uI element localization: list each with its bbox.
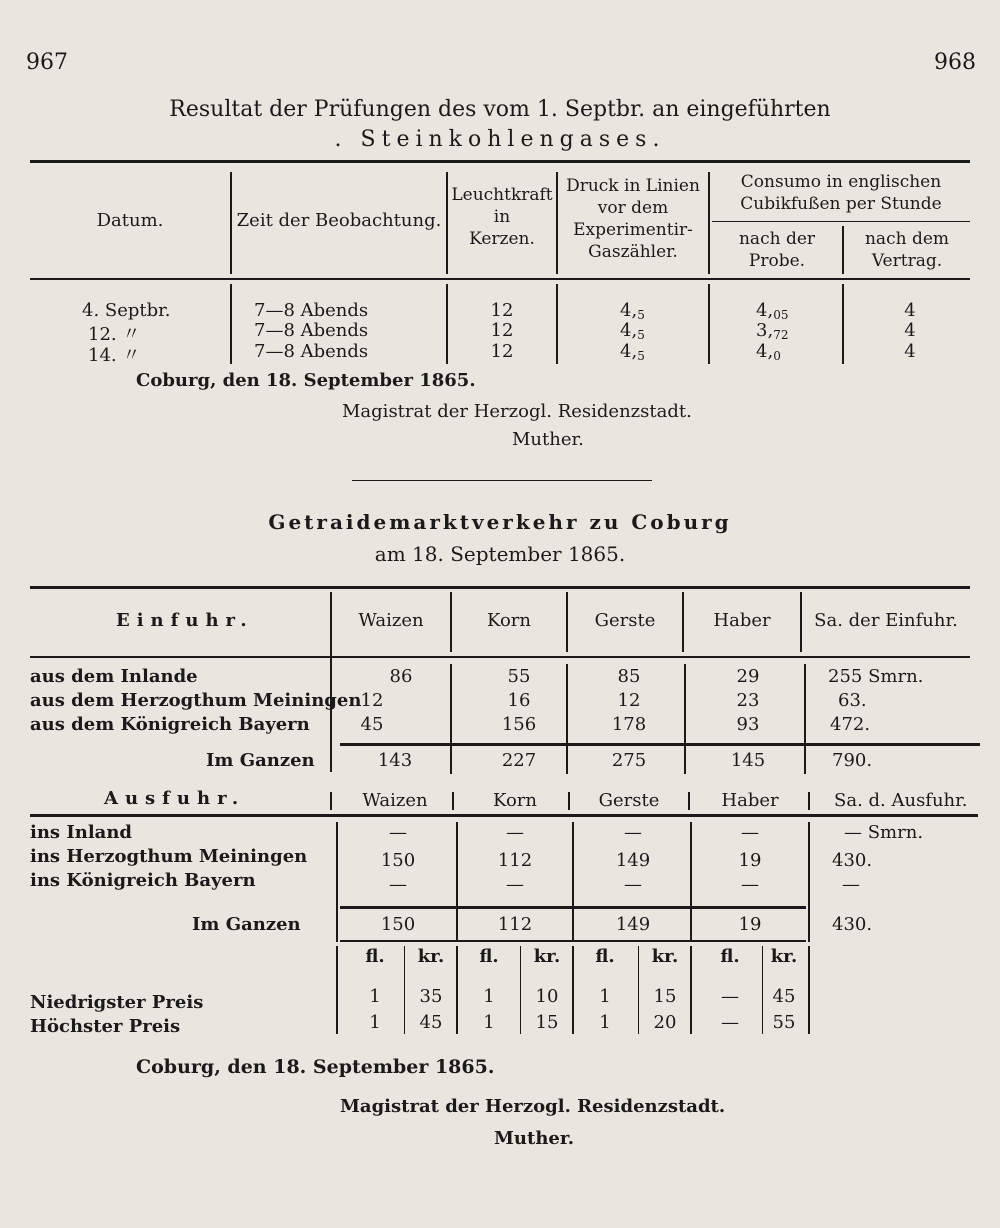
gas-row-probe: $4,_0$	[756, 341, 781, 363]
gas-row-datum: 14. 〃	[88, 345, 141, 366]
einfuhr-total-cell: 227	[501, 750, 537, 771]
price-unit-fl: fl.	[720, 946, 740, 967]
gas-table-header-rule	[30, 278, 970, 280]
grain-header-gerste: Gerste	[594, 610, 656, 631]
gas-col-divider	[842, 284, 844, 364]
sum-einfuhr-header: Sa. der Einfuhr.	[814, 610, 958, 631]
ausfuhr-cell: —	[624, 874, 642, 895]
grain-header-haber: Haber	[721, 790, 779, 811]
einfuhr-total-rule	[340, 743, 980, 746]
gas-place-date: Coburg, den 18. September 1865.	[136, 370, 476, 391]
market-col-divider	[808, 822, 810, 942]
price-unit-fl: fl.	[595, 946, 615, 967]
market-col-divider	[456, 946, 458, 1034]
gas-title: Resultat der Prüfungen des vom 1. Septbr. an eingeführten	[169, 97, 831, 122]
ausfuhr-header: Ausfuhr.	[104, 788, 246, 809]
price-cell: 1	[369, 986, 381, 1007]
header-zeit: Zeit der Beobachtung.	[236, 210, 442, 231]
gas-col-divider	[708, 284, 710, 364]
einfuhr-cell: 85	[617, 666, 641, 687]
ausfuhr-row-label: ins Königreich Bayern	[30, 870, 256, 891]
ausfuhr-total-cell: 112	[497, 914, 533, 935]
price-cell: 20	[653, 1012, 677, 1033]
market-col-divider	[690, 946, 692, 1034]
market-signature: Muther.	[494, 1128, 574, 1149]
price-unit-kr: kr.	[770, 946, 798, 967]
ausfuhr-cell: 150	[380, 850, 416, 871]
price-cell: 45	[772, 986, 796, 1007]
header-leuchtkraft: Leuchtkraft	[451, 185, 553, 205]
ausfuhr-total-rule	[340, 906, 806, 909]
einfuhr-total-sum: 790.	[832, 750, 873, 771]
einfuhr-sum: 63.	[838, 690, 867, 711]
gas-title-line2: . Steinkohlengases.	[334, 127, 666, 152]
sum-ausfuhr-header: Sa. d. Ausfuhr.	[834, 790, 968, 811]
gas-row-zeit: 7—8 Abends	[254, 300, 369, 321]
market-place-date: Coburg, den 18. September 1865.	[136, 1056, 495, 1078]
einfuhr-row-label: aus dem Königreich Bayern	[30, 714, 310, 735]
price-cell: 1	[483, 1012, 495, 1033]
einfuhr-cell: 86	[389, 666, 413, 687]
ausfuhr-cell: —	[506, 874, 524, 895]
header-probe: Probe.	[748, 251, 806, 271]
price-cell: 10	[535, 986, 559, 1007]
gas-row-probe: $3,_{72}$	[756, 320, 789, 342]
gas-row-leuchtkraft: 12	[490, 341, 514, 362]
price-cell: 1	[369, 1012, 381, 1033]
ausfuhr-total-sum: 430.	[832, 914, 873, 935]
market-col-divider	[688, 792, 690, 810]
market-col-divider	[336, 822, 338, 942]
gas-col-divider	[708, 172, 710, 274]
ausfuhr-header-rule	[30, 814, 978, 817]
gas-row-probe: $4,_{05}$	[756, 300, 789, 322]
header-datum: Datum.	[96, 210, 164, 231]
gas-row-zeit: 7—8 Abends	[254, 341, 369, 362]
ausfuhr-cell: —	[389, 822, 407, 843]
header-leuchtkraft: in	[493, 207, 511, 227]
price-row-label: Niedrigster Preis	[30, 992, 204, 1013]
price-cell: 45	[419, 1012, 443, 1033]
price-cell: 55	[772, 1012, 796, 1033]
price-cell: 15	[535, 1012, 559, 1033]
grain-header-haber: Haber	[713, 610, 771, 631]
ausfuhr-cell: 149	[615, 850, 651, 871]
grain-header-waizen: Waizen	[358, 610, 424, 631]
header-druck: Druck in Linien	[566, 176, 700, 196]
market-col-divider	[452, 792, 454, 810]
ausfuhr-row-label: ins Inland	[30, 822, 133, 843]
gas-row-druck: $4,_5$	[620, 300, 645, 322]
ausfuhr-sum: — Smrn.	[844, 822, 924, 843]
ausfuhr-total-cell: 149	[615, 914, 651, 935]
price-cell: 15	[653, 986, 677, 1007]
gas-signature: Muther.	[512, 429, 584, 450]
gas-row-druck: $4,_5$	[620, 320, 645, 342]
market-subtitle: am 18. September 1865.	[374, 542, 626, 566]
price-row-label: Höchster Preis	[30, 1016, 181, 1037]
market-header-rule	[30, 656, 970, 658]
market-col-divider	[572, 946, 574, 1034]
price-col-divider	[404, 946, 405, 1034]
einfuhr-total-cell: 143	[377, 750, 413, 771]
market-col-divider	[568, 792, 570, 810]
header-leuchtkraft: Kerzen.	[469, 229, 535, 249]
ausfuhr-cell: 112	[497, 850, 533, 871]
gas-row-vertrag: 4	[904, 300, 916, 321]
price-unit-kr: kr.	[533, 946, 561, 967]
header-consumo: Cubikfußen per Stunde	[740, 194, 942, 214]
header-druck: Experimentir-	[573, 220, 693, 240]
ausfuhr-im-ganzen: Im Ganzen	[192, 914, 301, 935]
header-consumo: Consumo in englischen	[740, 172, 942, 192]
price-cell: 1	[599, 1012, 611, 1033]
ausfuhr-total-cell: 150	[380, 914, 416, 935]
header-druck: vor dem	[597, 198, 669, 218]
price-cell: —	[721, 1012, 739, 1033]
gas-table-top-rule	[30, 160, 970, 163]
ausfuhr-cell: 19	[738, 850, 762, 871]
einfuhr-row-label: aus dem Inlande	[30, 666, 198, 687]
price-unit-fl: fl.	[479, 946, 499, 967]
section-divider	[352, 480, 652, 481]
price-unit-kr: kr.	[651, 946, 679, 967]
einfuhr-total-cell: 145	[730, 750, 766, 771]
grain-header-gerste: Gerste	[598, 790, 660, 811]
gas-authority: Magistrat der Herzogl. Residenzstadt.	[342, 401, 692, 422]
price-unit-kr: kr.	[417, 946, 445, 967]
einfuhr-cell: 29	[736, 666, 760, 687]
market-col-divider	[330, 792, 332, 810]
gas-col-divider	[230, 284, 232, 364]
gas-consumo-rule	[712, 221, 970, 222]
einfuhr-cell: 55	[507, 666, 531, 687]
ausfuhr-cell: —	[389, 874, 407, 895]
market-title: Getraidemarktverkehr zu Coburg	[268, 510, 732, 534]
einfuhr-cell: 45	[360, 714, 384, 735]
einfuhr-cell: 12	[360, 690, 384, 711]
price-cell: 1	[599, 986, 611, 1007]
gas-row-vertrag: 4	[904, 320, 916, 341]
einfuhr-total-cell: 275	[611, 750, 647, 771]
price-cell: 1	[483, 986, 495, 1007]
einfuhr-cell: 23	[736, 690, 760, 711]
einfuhr-im-ganzen: Im Ganzen	[206, 750, 315, 771]
header-vertrag: Vertrag.	[871, 251, 943, 271]
header-vertrag: nach dem	[864, 229, 950, 249]
gas-row-datum: 12. 〃	[88, 324, 141, 345]
price-header-rule	[340, 940, 806, 942]
gas-row-leuchtkraft: 12	[490, 320, 514, 341]
grain-header-waizen: Waizen	[362, 790, 428, 811]
price-cell: —	[721, 986, 739, 1007]
market-col-divider	[572, 822, 574, 942]
ausfuhr-sum: 430.	[832, 850, 873, 871]
header-druck: Gaszähler.	[588, 242, 678, 262]
grain-header-korn: Korn	[487, 610, 531, 631]
price-col-divider	[520, 946, 521, 1034]
einfuhr-sum: 255 Smrn.	[828, 666, 924, 687]
price-col-divider	[638, 946, 639, 1034]
ausfuhr-cell: —	[741, 822, 759, 843]
ausfuhr-sum: —	[842, 874, 860, 895]
einfuhr-cell: 178	[611, 714, 647, 735]
market-col-divider	[336, 946, 338, 1034]
ausfuhr-cell: —	[741, 874, 759, 895]
ausfuhr-cell: —	[506, 822, 524, 843]
market-col-divider	[808, 792, 810, 810]
einfuhr-header: Einfuhr.	[116, 610, 254, 631]
ausfuhr-cell: —	[624, 822, 642, 843]
einfuhr-row-label: aus dem Herzogthum Meiningen	[30, 690, 362, 711]
gas-row-zeit: 7—8 Abends	[254, 320, 369, 341]
market-col-divider	[808, 946, 810, 1034]
price-unit-fl: fl.	[365, 946, 385, 967]
einfuhr-cell: 156	[501, 714, 537, 735]
page-number-left: 967	[26, 50, 68, 75]
header-probe: nach der	[738, 229, 816, 249]
einfuhr-cell: 12	[617, 690, 641, 711]
page-number-right: 968	[934, 50, 976, 75]
ausfuhr-row-label: ins Herzogthum Meiningen	[30, 846, 308, 867]
grain-header-korn: Korn	[493, 790, 537, 811]
gas-row-druck: $4,_5$	[620, 341, 645, 363]
gas-row-vertrag: 4	[904, 341, 916, 362]
einfuhr-cell: 93	[736, 714, 760, 735]
gas-row-datum: 4. Septbr.	[82, 300, 171, 321]
price-cell: 35	[419, 986, 443, 1007]
gas-col-divider	[556, 284, 558, 364]
einfuhr-sum: 472.	[830, 714, 871, 735]
gas-row-leuchtkraft: 12	[490, 300, 514, 321]
einfuhr-cell: 16	[507, 690, 531, 711]
market-authority: Magistrat der Herzogl. Residenzstadt.	[340, 1096, 726, 1117]
market-top-rule	[30, 586, 970, 589]
ausfuhr-total-cell: 19	[738, 914, 762, 935]
